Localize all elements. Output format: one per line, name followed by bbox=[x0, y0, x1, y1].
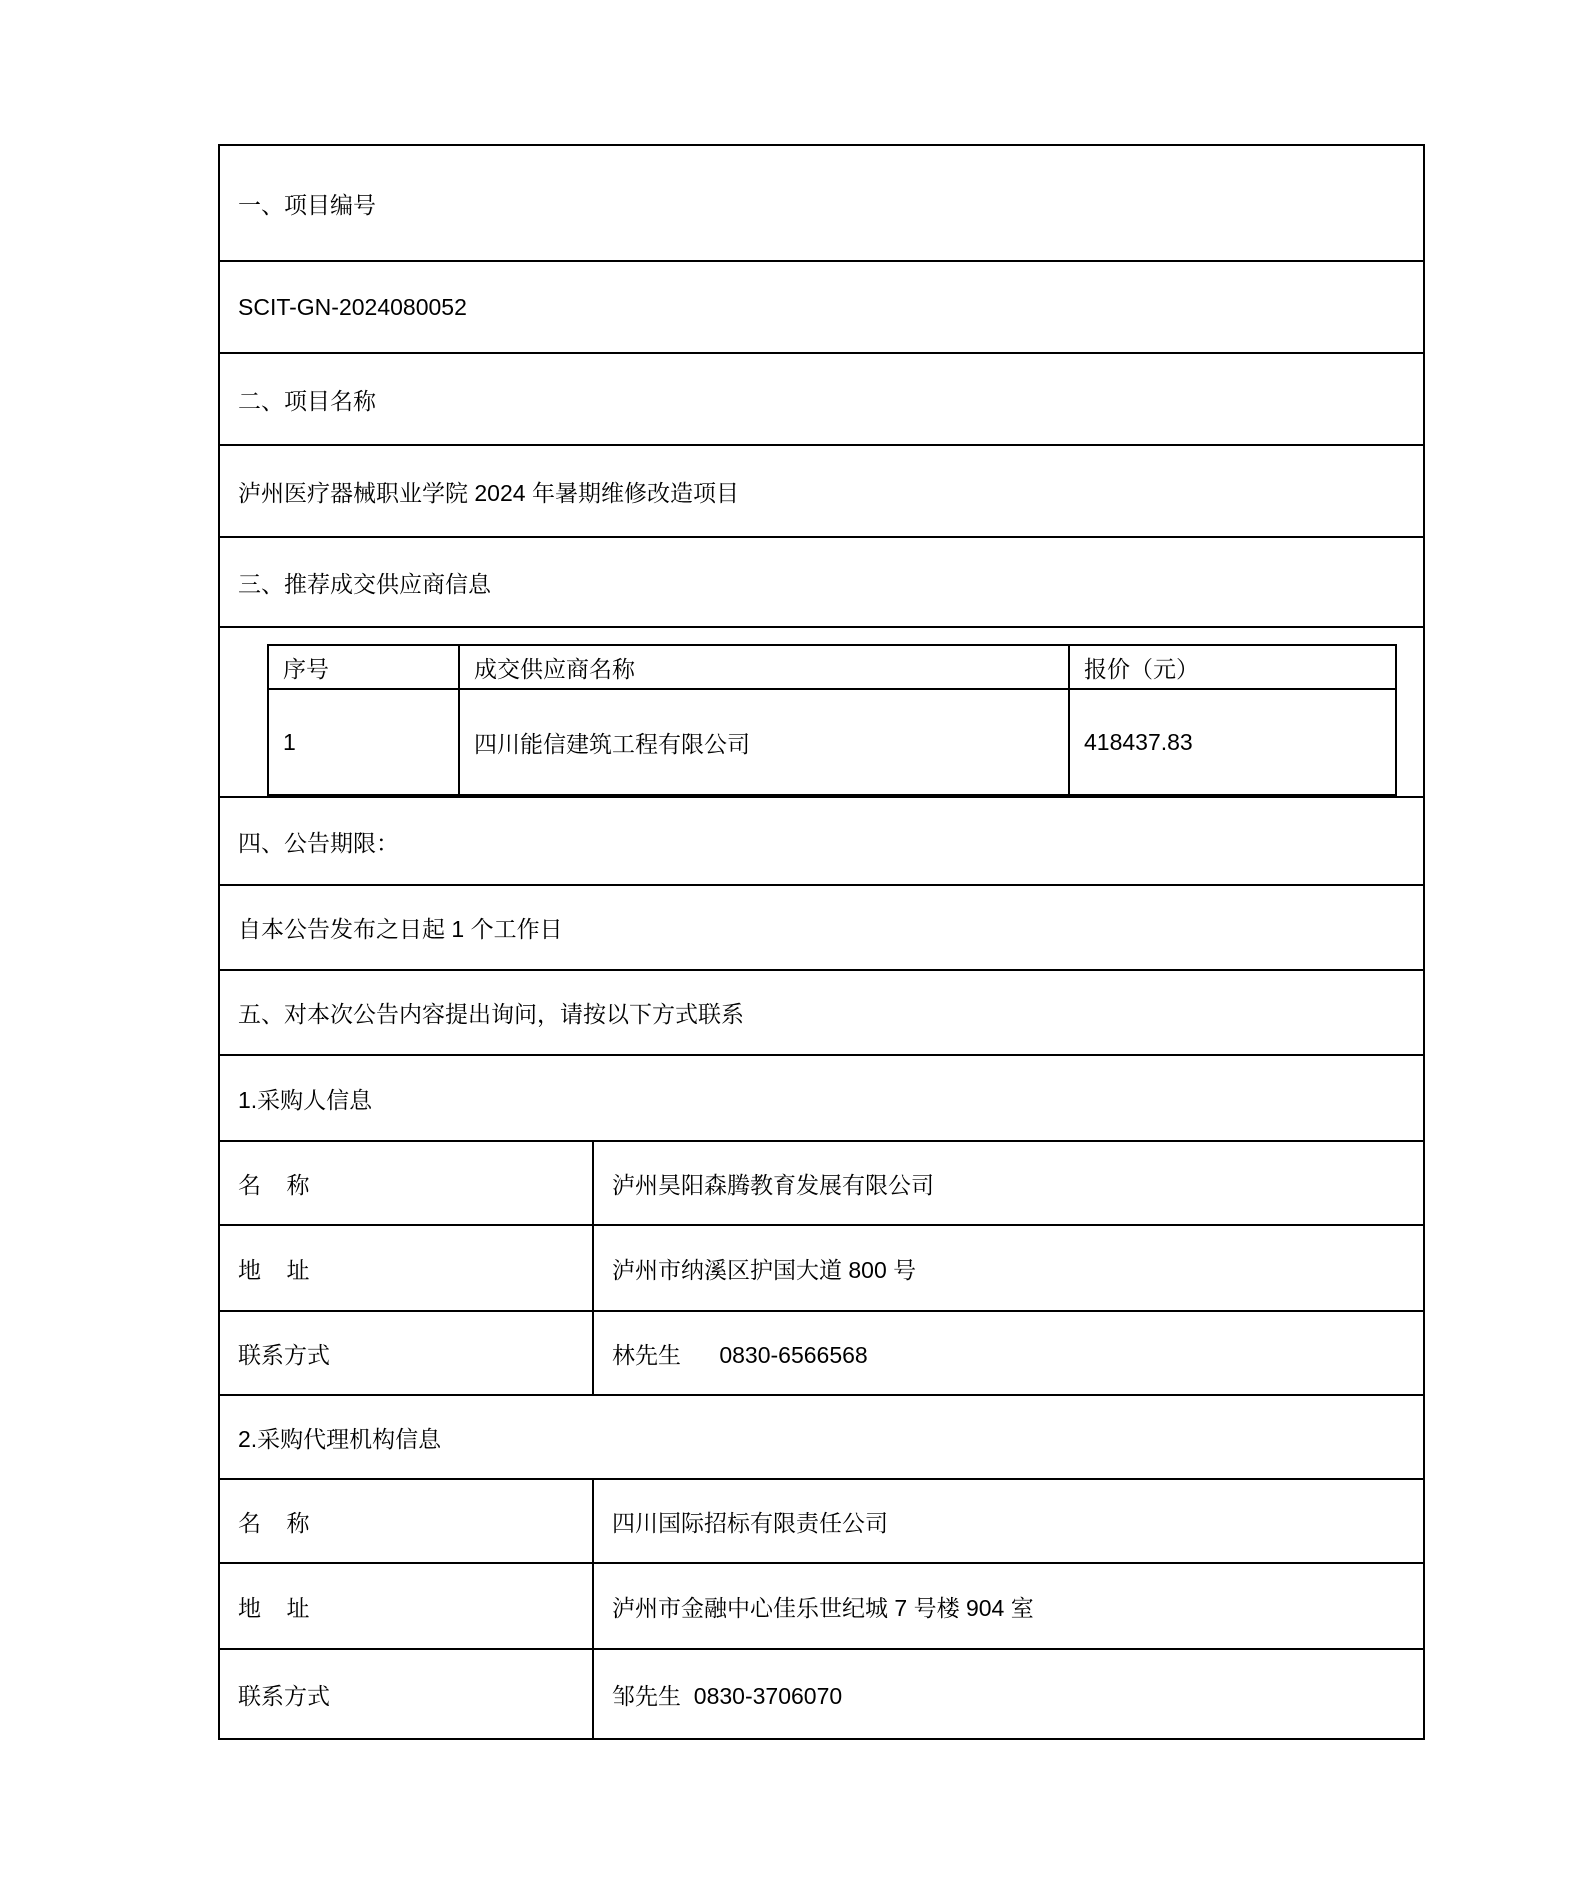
supplier-price-value: 418437.83 bbox=[1084, 728, 1193, 755]
row-period-value bbox=[220, 886, 1423, 971]
agency-heading: 2.采购代理机构信息 bbox=[238, 1425, 442, 1452]
supplier-table bbox=[267, 644, 1397, 796]
supplier-cell-seq bbox=[269, 690, 460, 794]
agency-name-value: 四川国际招标有限责任公司 bbox=[612, 1509, 888, 1536]
supplier-cell-name bbox=[460, 690, 1070, 794]
agency-name-value-cell bbox=[594, 1480, 1423, 1562]
purchaser-name-label-cell bbox=[220, 1142, 594, 1224]
supplier-heading: 三、推荐成交供应商信息 bbox=[238, 570, 491, 597]
row-project-number-value bbox=[220, 262, 1423, 354]
inquiry-heading: 五、对本次公告内容提出询问，请按以下方式联系 bbox=[238, 1001, 744, 1027]
agency-contact-value-cell bbox=[594, 1650, 1423, 1738]
purchaser-heading: 1.采购人信息 bbox=[238, 1086, 373, 1113]
announcement-table bbox=[218, 144, 1425, 1740]
supplier-seq-value: 1 bbox=[283, 728, 296, 755]
supplier-table-header-row bbox=[269, 646, 1395, 690]
purchaser-contact-label-cell bbox=[220, 1312, 594, 1394]
row-inquiry-heading bbox=[220, 971, 1423, 1056]
project-number-heading: 一、项目编号 bbox=[238, 191, 376, 218]
row-agency-heading bbox=[220, 1396, 1423, 1480]
row-purchaser-name bbox=[220, 1142, 1423, 1226]
row-purchaser-address bbox=[220, 1226, 1423, 1312]
agency-address-label-cell bbox=[220, 1564, 594, 1648]
supplier-header-name-label: 成交供应商名称 bbox=[474, 655, 635, 682]
purchaser-contact-value: 林先生 0830-6566568 bbox=[612, 1341, 868, 1368]
row-project-name-heading bbox=[220, 354, 1423, 446]
purchaser-address-value-cell bbox=[594, 1226, 1423, 1310]
supplier-header-seq bbox=[269, 646, 460, 688]
supplier-header-price bbox=[1070, 646, 1395, 688]
row-agency-contact bbox=[220, 1650, 1423, 1738]
purchaser-name-value: 泸州昊阳森腾教育发展有限公司 bbox=[612, 1171, 934, 1198]
row-agency-address bbox=[220, 1564, 1423, 1650]
period-heading: 四、公告期限： bbox=[238, 829, 399, 856]
supplier-header-seq-label: 序号 bbox=[283, 655, 329, 682]
row-period-heading bbox=[220, 798, 1423, 886]
supplier-header-name bbox=[460, 646, 1070, 688]
row-supplier-table bbox=[220, 628, 1423, 798]
agency-address-value-cell bbox=[594, 1564, 1423, 1648]
row-project-name-value bbox=[220, 446, 1423, 538]
row-agency-name bbox=[220, 1480, 1423, 1564]
agency-contact-label-cell bbox=[220, 1650, 594, 1738]
supplier-header-price-label: 报价（元） bbox=[1084, 655, 1199, 682]
agency-contact-value: 邹先生 0830-3706070 bbox=[612, 1682, 843, 1709]
supplier-name-value: 四川能信建筑工程有限公司 bbox=[474, 730, 750, 757]
row-supplier-heading bbox=[220, 538, 1423, 628]
purchaser-address-label: 地 址 bbox=[238, 1256, 310, 1283]
supplier-table-row bbox=[269, 690, 1395, 794]
agency-address-label: 地 址 bbox=[238, 1594, 310, 1621]
project-number-value: SCIT-GN-2024080052 bbox=[238, 293, 467, 320]
row-purchaser-heading bbox=[220, 1056, 1423, 1142]
purchaser-address-value: 泸州市纳溪区护国大道 800 号 bbox=[612, 1256, 917, 1283]
purchaser-name-label: 名 称 bbox=[238, 1171, 310, 1198]
period-value: 自本公告发布之日起 1 个工作日 bbox=[238, 916, 563, 942]
project-name-heading: 二、项目名称 bbox=[238, 387, 376, 414]
supplier-cell-price bbox=[1070, 690, 1395, 794]
purchaser-address-label-cell bbox=[220, 1226, 594, 1310]
purchaser-name-value-cell bbox=[594, 1142, 1423, 1224]
purchaser-contact-label: 联系方式 bbox=[238, 1341, 330, 1368]
agency-contact-label: 联系方式 bbox=[238, 1682, 330, 1709]
row-project-number-heading bbox=[220, 146, 1423, 262]
purchaser-contact-value-cell bbox=[594, 1312, 1423, 1394]
row-purchaser-contact bbox=[220, 1312, 1423, 1396]
agency-name-label-cell bbox=[220, 1480, 594, 1562]
agency-address-value: 泸州市金融中心佳乐世纪城 7 号楼 904 室 bbox=[612, 1594, 1034, 1621]
agency-name-label: 名 称 bbox=[238, 1509, 310, 1536]
project-name-value: 泸州医疗器械职业学院 2024 年暑期维修改造项目 bbox=[238, 479, 739, 506]
